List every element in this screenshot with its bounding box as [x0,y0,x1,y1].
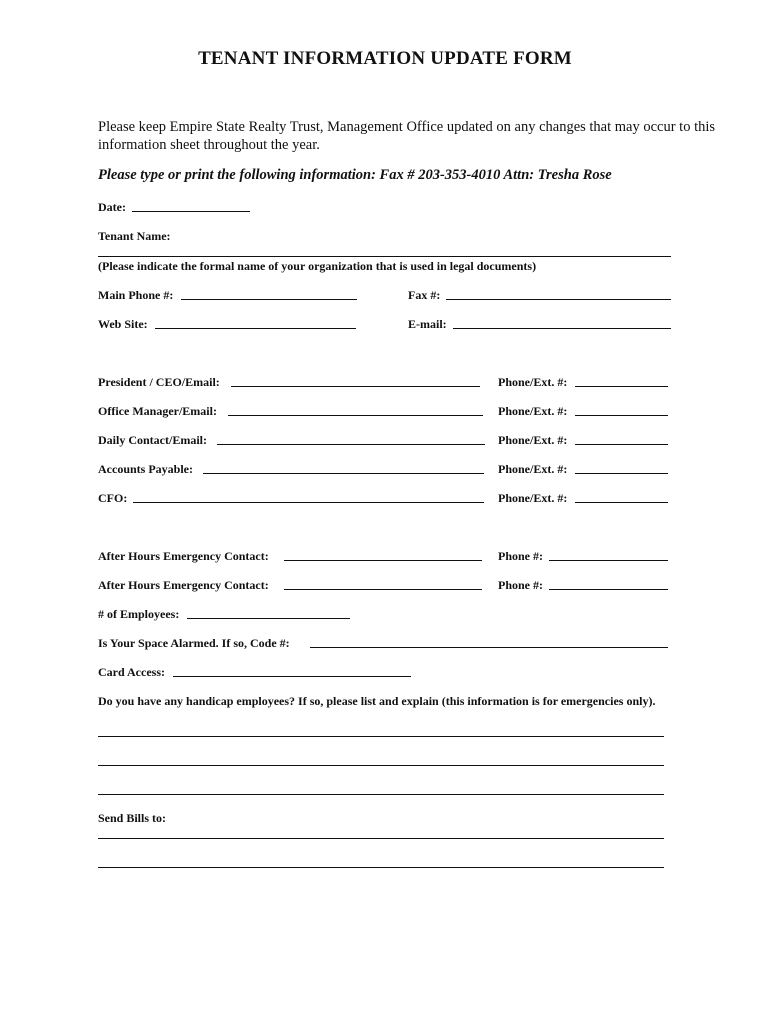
date-label: Date: [98,200,126,214]
send-bills-label: Send Bills to: [98,811,167,825]
office-manager-phone-label: Phone/Ext. #: [498,404,568,418]
employees-label: # of Employees: [98,607,180,621]
tenant-name-label: Tenant Name: [98,229,171,243]
after-hours-2-label: After Hours Emergency Contact: [98,578,269,592]
daily-contact-field[interactable] [217,444,485,445]
cfo-phone-label: Phone/Ext. #: [498,491,568,505]
after-hours-2-field[interactable] [284,589,482,590]
tenant-name-note: (Please indicate the formal name of your organization that is used in legal documents) [98,259,537,273]
office-manager-label: Office Manager/Email: [98,404,217,418]
form-title: TENANT INFORMATION UPDATE FORM [198,48,572,69]
handicap-line-3[interactable] [98,794,664,795]
daily-contact-label: Daily Contact/Email: [98,433,207,447]
office-manager-phone-field[interactable] [575,415,668,416]
after-hours-1-phone-field[interactable] [549,560,668,561]
president-label: President / CEO/Email: [98,375,220,389]
handicap-line-2[interactable] [98,765,664,766]
after-hours-1-label: After Hours Emergency Contact: [98,549,269,563]
accounts-payable-field[interactable] [203,473,484,474]
cfo-field[interactable] [133,502,484,503]
accounts-payable-phone-label: Phone/Ext. #: [498,462,568,476]
send-bills-line-1[interactable] [98,838,664,839]
fax-field[interactable] [446,299,671,300]
card-access-label: Card Access: [98,665,165,679]
alarm-code-label: Is Your Space Alarmed. If so, Code #: [98,636,290,650]
accounts-payable-label: Accounts Payable: [98,462,193,476]
alarm-code-field[interactable] [310,647,668,648]
date-field[interactable] [132,211,250,212]
send-bills-line-2[interactable] [98,867,664,868]
daily-contact-phone-field[interactable] [575,444,668,445]
after-hours-1-field[interactable] [284,560,482,561]
web-site-label: Web Site: [98,317,148,331]
email-field[interactable] [453,328,671,329]
president-phone-label: Phone/Ext. #: [498,375,568,389]
cfo-phone-field[interactable] [575,502,668,503]
president-field[interactable] [231,386,480,387]
main-phone-field[interactable] [181,299,357,300]
daily-contact-phone-label: Phone/Ext. #: [498,433,568,447]
handicap-question: Do you have any handicap employees? If so, please list and explain (this information is for emergencies only). [98,694,656,708]
web-site-field[interactable] [155,328,356,329]
tenant-name-field[interactable] [98,256,671,257]
card-access-field[interactable] [173,676,411,677]
email-label: E-mail: [408,317,447,331]
president-phone-field[interactable] [575,386,668,387]
intro-paragraph: Please keep Empire State Realty Trust, Management Office updated on any changes that may occur to this information sheet throughout the year. [98,119,716,153]
accounts-payable-phone-field[interactable] [575,473,668,474]
fax-label: Fax #: [408,288,441,302]
main-phone-label: Main Phone #: [98,288,174,302]
after-hours-2-phone-label: Phone #: [498,578,543,592]
after-hours-1-phone-label: Phone #: [498,549,543,563]
employees-field[interactable] [187,618,350,619]
handicap-line-1[interactable] [98,736,664,737]
after-hours-2-phone-field[interactable] [549,589,668,590]
instruction-text: Please type or print the following information: Fax # 203-353-4010 Attn: Tresha Rose [98,167,612,183]
office-manager-field[interactable] [228,415,483,416]
cfo-label: CFO: [98,491,128,505]
